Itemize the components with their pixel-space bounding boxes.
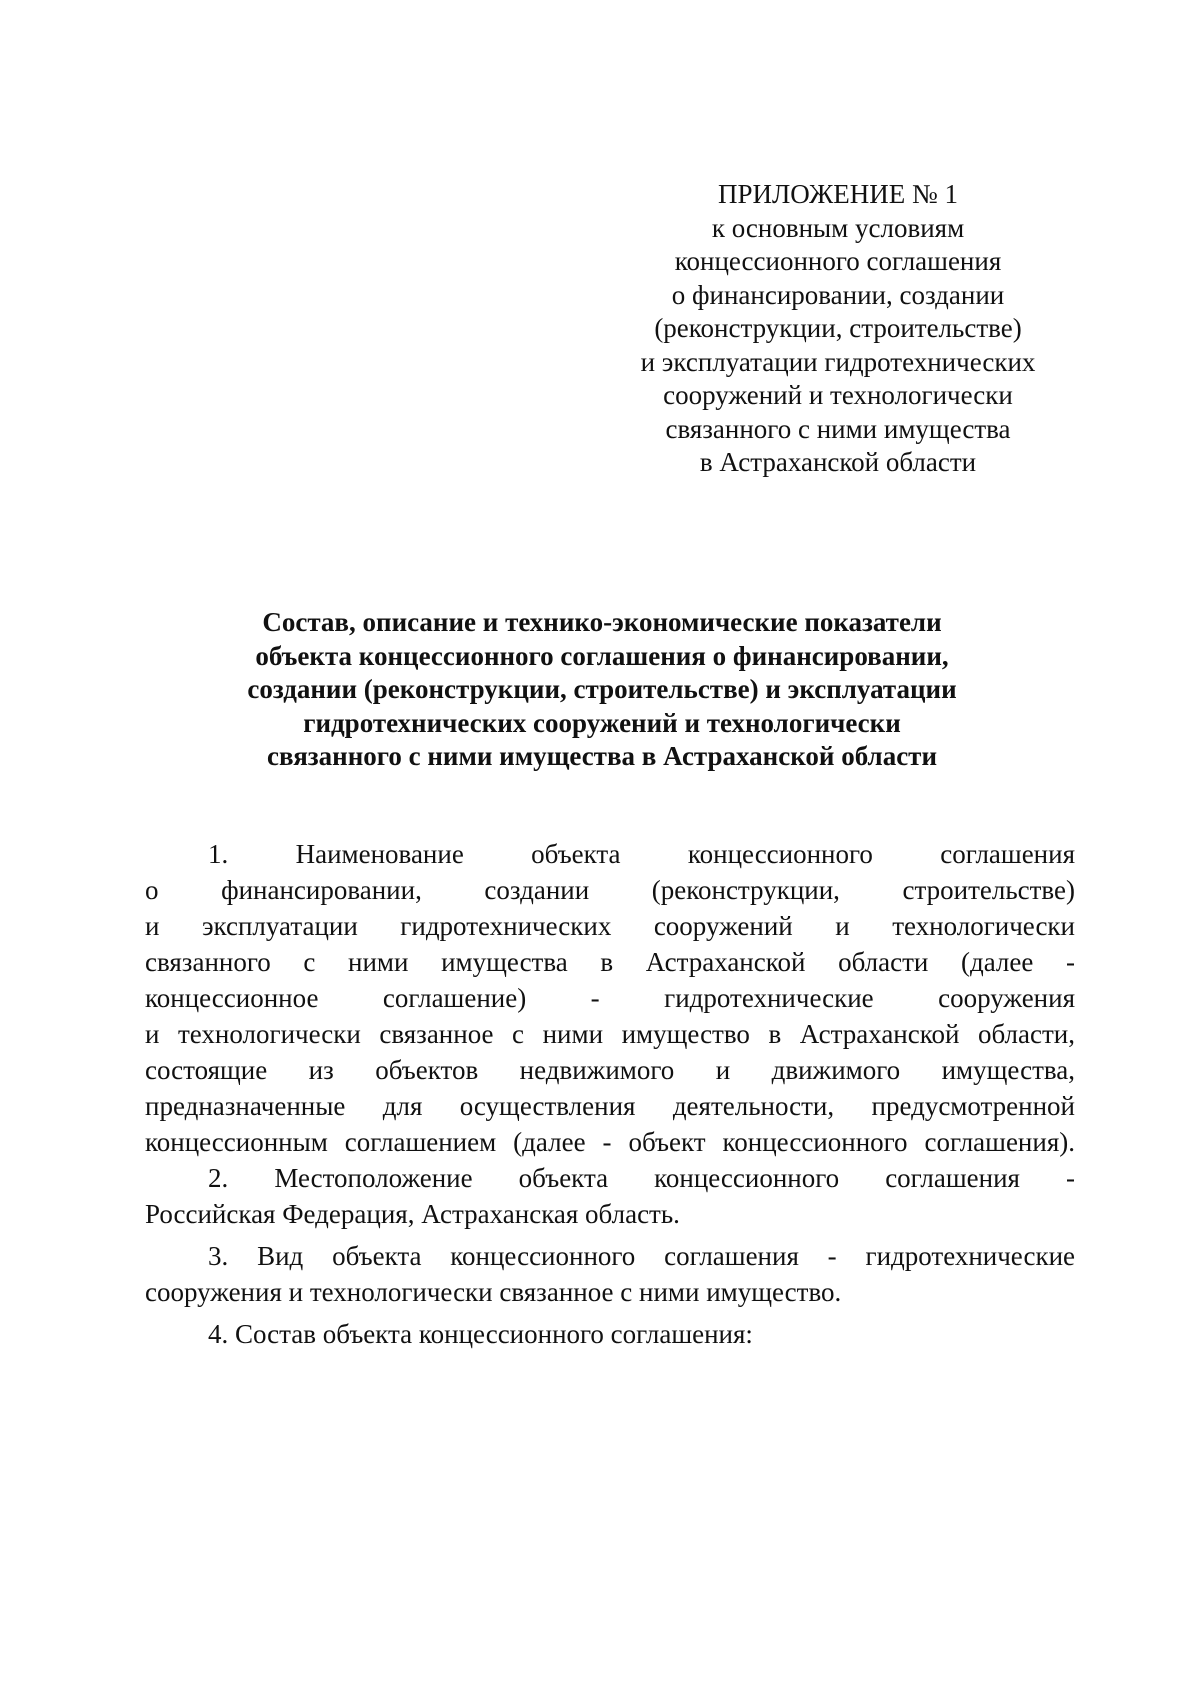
paragraph-1-line: предназначенные для осуществления деятельности, предусмотренной xyxy=(145,1091,1075,1121)
title-line: объекта концессионного соглашения о финансировании, xyxy=(255,641,949,671)
appendix-number: ПРИЛОЖЕНИЕ № 1 xyxy=(717,179,959,209)
paragraph-1-line: 1. Наименование объекта концессионного соглашения xyxy=(208,839,1075,869)
appendix-line: сооружений и технологически xyxy=(663,380,1013,410)
paragraph-2-line: 2. Местоположение объекта концессионного соглашения - xyxy=(208,1163,1075,1193)
appendix-line: концессионного соглашения xyxy=(674,246,1002,276)
paragraph-3-line: 3. Вид объекта концессионного соглашения - гидротехнические xyxy=(208,1241,1075,1271)
appendix-line: (реконструкции, строительстве) xyxy=(654,313,1022,343)
paragraph-1-line: и эксплуатации гидротехнических сооружений и технологически xyxy=(145,911,1075,941)
appendix-line: в Астраханской области xyxy=(699,447,977,477)
title-line: связанного с ними имущества в Астраханской области xyxy=(266,741,938,771)
paragraph-4-line: 4. Состав объекта концессионного соглашения: xyxy=(208,1319,753,1349)
appendix-line: и эксплуатации гидротехнических xyxy=(640,347,1036,377)
appendix-line: о финансировании, создании xyxy=(671,280,1005,310)
paragraph-1-line: концессионное соглашение) - гидротехнические сооружения xyxy=(145,983,1075,1013)
paragraph-1-line: связанного с ними имущества в Астраханской области (далее - xyxy=(145,947,1075,977)
paragraph-1-line: концессионным соглашением (далее - объект концессионного соглашения). xyxy=(145,1127,1075,1157)
title-line: создании (реконструкции, строительстве) и эксплуатации xyxy=(247,674,957,704)
title-line: Состав, описание и технико-экономические показатели xyxy=(262,607,942,637)
paragraph-1-line: состоящие из объектов недвижимого и движимого имущества, xyxy=(145,1055,1075,1085)
paragraph-1-line: и технологически связанное с ними имущество в Астраханской области, xyxy=(145,1019,1075,1049)
paragraph-3-line: сооружения и технологически связанное с ними имущество. xyxy=(145,1277,842,1307)
title-line: гидротехнических сооружений и технологически xyxy=(303,708,901,738)
appendix-line: к основным условиям xyxy=(711,213,965,243)
paragraph-2-line: Российская Федерация, Астраханская область. xyxy=(145,1199,680,1229)
appendix-line: связанного с ними имущества xyxy=(665,414,1011,444)
paragraph-1-line: о финансировании, создании (реконструкции, строительстве) xyxy=(145,875,1075,905)
